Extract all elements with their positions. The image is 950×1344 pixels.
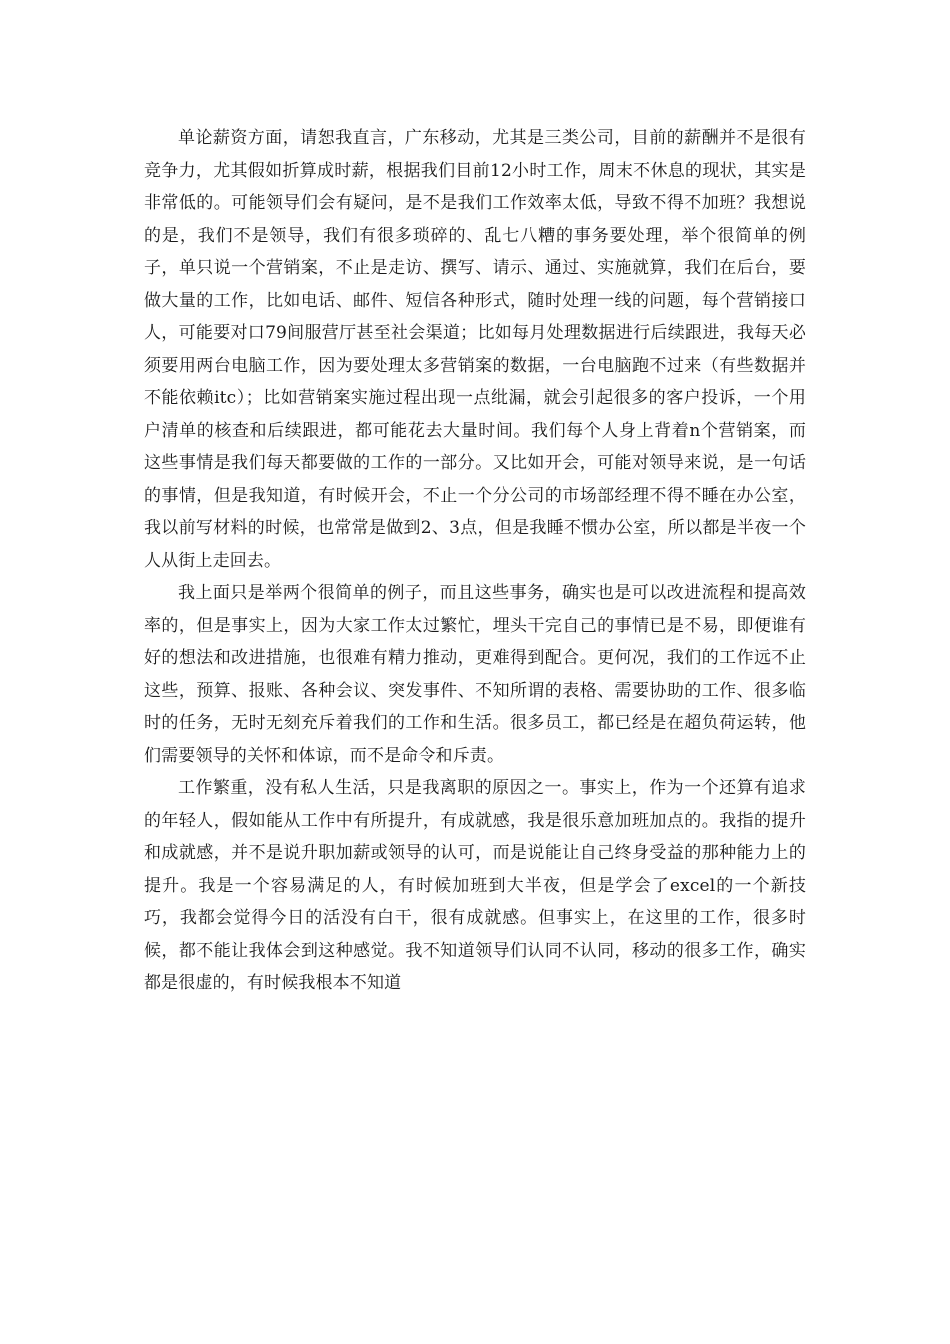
paragraph-examples: 我上面只是举两个很简单的例子，而且这些事务，确实也是可以改进流程和提高效率的，但是事实上，因为大家工作太过繁忙，埋头干完自己的事情已是不易，即便谁有好的想法和改进措施，也很难有精力推动，更难得到配合。更何况，我们的工作远不止这些，预算、报账、各种会议、突发事件、不知所谓的表格、需要协助的工作、很多临时的任务，无时无刻充斥着我们的工作和生活。很多员工，都已经是在超负荷运转，他们需要领导的关怀和体谅，而不是命令和斥责。	[144, 583, 806, 766]
document-body	[144, 122, 806, 1000]
paragraph-salary: 单论薪资方面，请恕我直言，广东移动，尤其是三类公司，目前的薪酬并不是很有竞争力，尤其假如折算成时薪，根据我们目前12小时工作，周末不休息的现状，其实是非常低的。可能领导们会有疑问，是不是我们工作效率太低，导致不得不加班？我想说的是，我们不是领导，我们有很多琐碎的、乱七八糟的事务要处理，举个很简单的例子，单只说一个营销案，不止是走访、撰写、请示、通过、实施就算，我们在后台，要做大量的工作，比如电话、邮件、短信各种形式，随时处理一线的问题，每个营销接口人，可能要对口79间服营厅甚至社会渠道；比如每月处理数据进行后续跟进，我每天必须要用两台电脑工作，因为要处理太多营销案的数据，一台电脑跑不过来（有些数据并不能依赖itc）；比如营销案实施过程出现一点纰漏，就会引起很多的客户投诉，一个用户清单的核查和后续跟进，都可能花去大量时间。我们每个人身上背着n个营销案，而这些事情是我们每天都要做的工作的一部分。又比如开会，可能对领导来说，是一句话的事情，但是我知道，有时候开会，不止一个分公司的市场部经理不得不睡在办公室，我以前写材料的时候，也常常是做到2、3点，但是我睡不惯办公室，所以都是半夜一个人从街上走回去。	[144, 128, 806, 571]
paragraph-reasons: 工作繁重，没有私人生活，只是我离职的原因之一。事实上，作为一个还算有追求的年轻人，假如能从工作中有所提升，有成就感，我是很乐意加班加点的。我指的提升和成就感，并不是说升职加薪或领导的认可，而是说能让自己终身受益的那种能力上的提升。我是一个容易满足的人，有时候加班到大半夜，但是学会了excel的一个新技巧，我都会觉得今日的活没有白干，很有成就感。但事实上，在这里的工作，很多时候，都不能让我体会到这种感觉。我不知道领导们认同不认同，移动的很多工作，确实都是很虚的，有时候我根本不知道	[144, 778, 806, 993]
